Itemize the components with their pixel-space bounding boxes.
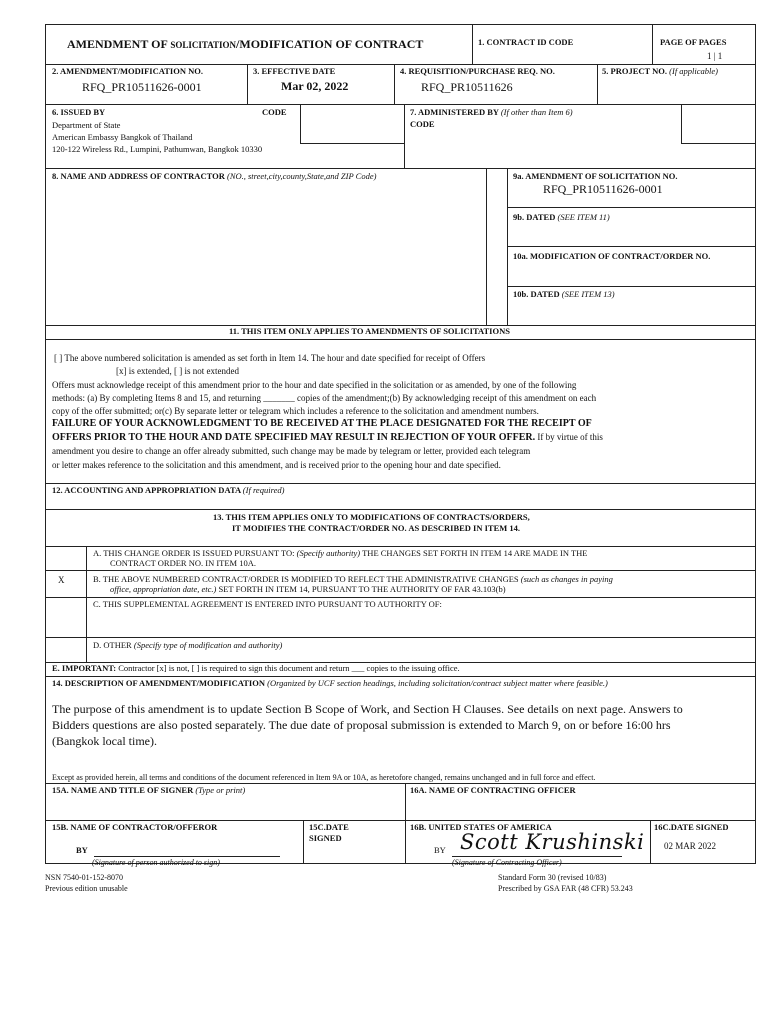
divider — [486, 168, 487, 325]
divider — [45, 637, 756, 638]
item-9b-label: 9b. DATED (SEE ITEM 11) — [513, 212, 610, 222]
item-16c-label: 16C.DATE SIGNED — [654, 822, 729, 832]
item-16b-label: 16B. UNITED STATES OF AMERICA — [410, 822, 552, 832]
form-footer-right: Standard Form 30 (revised 10/83) — [498, 873, 607, 882]
issued-code-label: CODE — [262, 107, 287, 117]
item-13b-checkmark: X — [58, 575, 65, 585]
item-15b-by: BY — [76, 845, 88, 855]
divider — [507, 246, 756, 247]
item-15a-label: 15A. NAME AND TITLE OF SIGNER (Type or print) — [52, 785, 246, 795]
divider — [681, 143, 756, 144]
item-11-warning: OFFERS PRIOR TO THE HOUR AND DATE SPECIFIED MAY RESULT IN REJECTION OF YOUR OFFER. If by virtue of this — [52, 432, 603, 443]
divider — [45, 168, 756, 169]
divider — [507, 286, 756, 287]
divider — [507, 207, 756, 208]
item-15b-signature-note: (Signature of person authorized to sign) — [92, 858, 220, 867]
divider — [597, 64, 598, 104]
divider — [45, 104, 756, 105]
signature-line — [452, 856, 622, 857]
divider — [652, 24, 653, 64]
item-9a-label: 9a. AMENDMENT OF SOLICITATION NO. — [513, 171, 678, 181]
divider — [45, 483, 756, 484]
item-13-header: 13. THIS ITEM APPLIES ONLY TO MODIFICATIONS OF CONTRACTS/ORDERS, — [213, 512, 530, 522]
form-footer-right: Prescribed by GSA FAR (48 CFR) 53.243 — [498, 884, 633, 893]
divider — [650, 820, 651, 864]
item-16b-by: BY — [434, 845, 446, 855]
item-16c-value: 02 MAR 2022 — [664, 841, 717, 851]
divider — [681, 104, 682, 143]
item-16b-signature-note: (Signature of Contracting Officer) — [452, 858, 562, 867]
item-12-label: 12. ACCOUNTING AND APPROPRIATION DATA (If required) — [52, 485, 285, 495]
item-13-header: IT MODIFIES THE CONTRACT/ORDER NO. AS DESCRIBED IN ITEM 14. — [232, 523, 521, 533]
item-14-description: (Bangkok local time). — [52, 734, 157, 748]
item-13b-text: B. THE ABOVE NUMBERED CONTRACT/ORDER IS MODIFIED TO REFLECT THE ADMINISTRATIVE CHANGES (such as changes in paying — [93, 574, 613, 584]
divider — [45, 509, 756, 510]
item-11-text: Offers must acknowledge receipt of this amendment prior to the hour and date specified in the solicitation or as amended, by one of the following — [52, 380, 577, 390]
item-10b-label: 10b. DATED (SEE ITEM 13) — [513, 289, 615, 299]
item-e-important: E. IMPORTANT: Contractor [x] is not, [ ] is required to sign this document and return ___ copies to the issuing office. — [52, 663, 460, 673]
divider — [405, 783, 406, 864]
item-11-text: or letter makes reference to the solicitation and this amendment, and is received prior to the opening hour and date specified. — [52, 460, 501, 470]
divider — [45, 64, 756, 65]
divider — [303, 820, 304, 864]
amendment-no-label: 2. AMENDMENT/MODIFICATION NO. — [52, 66, 203, 76]
issued-by-line: Department of State — [52, 120, 121, 130]
page-of-pages-value: 1 | 1 — [707, 51, 723, 61]
issued-by-line: American Embassy Bangkok of Thailand — [52, 132, 193, 142]
divider — [300, 104, 301, 143]
item-14-label: 14. DESCRIPTION OF AMENDMENT/MODIFICATION (Organized by UCF section headings, including solicitation/contract subject matter where feasible.) — [52, 678, 608, 688]
form-footer-left: NSN 7540-01-152-8070 — [45, 873, 123, 882]
item-11-text: copy of the offer submitted; or(c) By separate letter or telegram which includes a reference to the solicitation and amendment numbers. — [52, 406, 539, 416]
contractor-label: 8. NAME AND ADDRESS OF CONTRACTOR (NO., street,city,county,State,and ZIP Code) — [52, 171, 377, 181]
contract-id-label: 1. CONTRACT ID CODE — [478, 37, 574, 47]
item-11-text: [x] is extended, [ ] is not extended — [116, 366, 239, 376]
item-14-description: The purpose of this amendment is to update Section B Scope of Work, and Section H Clauses. See details on next page. Answers to — [52, 702, 683, 716]
item-15c-label: SIGNED — [309, 833, 342, 843]
divider — [404, 104, 405, 168]
requisition-value: RFQ_PR10511626 — [421, 80, 513, 94]
item-11-text: amendment you desire to change an offer already submitted, such change may be made by telegram or letter, provided each telegram — [52, 446, 531, 456]
item-11-text: methods: (a) By completing Items 8 and 15, and returning _______ copies of the amendment;(b) By acknowledging receipt of this amendment on each — [52, 393, 597, 403]
effective-date-value: Mar 02, 2022 — [281, 79, 349, 93]
page-of-pages-label: PAGE OF PAGES — [660, 37, 727, 47]
item-15b-label: 15B. NAME OF CONTRACTOR/OFFEROR — [52, 822, 218, 832]
administered-by-label: 7. ADMINISTERED BY (If other than Item 6) — [410, 107, 573, 117]
issued-by-line: 120-122 Wireless Rd., Lumpini, Pathumwan, Bangkok 10330 — [52, 144, 263, 154]
divider — [247, 64, 248, 104]
issued-by-label: 6. ISSUED BY — [52, 107, 106, 117]
item-13c-text: C. THIS SUPPLEMENTAL AGREEMENT IS ENTERED INTO PURSUANT TO AUTHORITY OF: — [93, 599, 442, 609]
divider — [45, 546, 756, 547]
divider — [45, 676, 756, 677]
item-10a-label: 10a. MODIFICATION OF CONTRACT/ORDER NO. — [513, 251, 711, 261]
form-title: AMENDMENT OF SOLICITATION/MODIFICATION OF CONTRACT — [67, 37, 424, 51]
item-9a-value: RFQ_PR10511626-0001 — [543, 182, 663, 196]
effective-date-label: 3. EFFECTIVE DATE — [253, 66, 336, 76]
item-11-header: 11. THIS ITEM ONLY APPLIES TO AMENDMENTS OF SOLICITATIONS — [229, 326, 510, 336]
item-13a-text: CONTRACT ORDER NO. IN ITEM 10A. — [110, 558, 256, 568]
item-11-text: [ ] The above numbered solicitation is amended as set forth in Item 14. The hour and date specified for receipt of Offers — [54, 353, 486, 363]
item-11-warning: FAILURE OF YOUR ACKNOWLEDGMENT TO BE RECEIVED AT THE PLACE DESIGNATED FOR THE RECEIPT OF — [52, 418, 592, 429]
item-13a-text: A. THIS CHANGE ORDER IS ISSUED PURSUANT TO: (Specify authority) THE CHANGES SET FORTH IN ITEM 14 ARE MADE IN THE — [93, 548, 588, 558]
administered-code-label: CODE — [410, 119, 435, 129]
item-14-footer: Except as provided herein, all terms and conditions of the document referenced in Item 9A or 10A, as heretofore changed, remains unchanged and in full force and effect. — [52, 773, 596, 782]
project-no-label: 5. PROJECT NO. (If applicable) — [602, 66, 719, 76]
requisition-label: 4. REQUISITION/PURCHASE REQ. NO. — [400, 66, 555, 76]
divider — [45, 339, 756, 340]
item-15c-label: 15C.DATE — [309, 822, 349, 832]
form-footer-left: Previous edition unusable — [45, 884, 128, 893]
item-13d-text: D. OTHER (Specify type of modification and authority) — [93, 640, 283, 650]
amendment-no-value: RFQ_PR10511626-0001 — [82, 80, 202, 94]
divider — [300, 143, 404, 144]
signature-line — [94, 856, 280, 857]
contracting-officer-signature: Scott Krushinski — [460, 830, 645, 854]
divider — [45, 783, 756, 784]
item-13b-text: office, appropriation date, etc.) SET FORTH IN ITEM 14, PURSUANT TO THE AUTHORITY OF FAR 43.103(b) — [110, 584, 506, 594]
divider — [472, 24, 473, 64]
divider — [45, 597, 756, 598]
item-14-description: Bidders questions are also posted separately. The due date of proposal submission is extended to March 9, on or before 16:00 hrs — [52, 718, 671, 732]
divider — [45, 570, 756, 571]
divider — [86, 546, 87, 662]
item-16a-label: 16A. NAME OF CONTRACTING OFFICER — [410, 785, 576, 795]
divider — [394, 64, 395, 104]
